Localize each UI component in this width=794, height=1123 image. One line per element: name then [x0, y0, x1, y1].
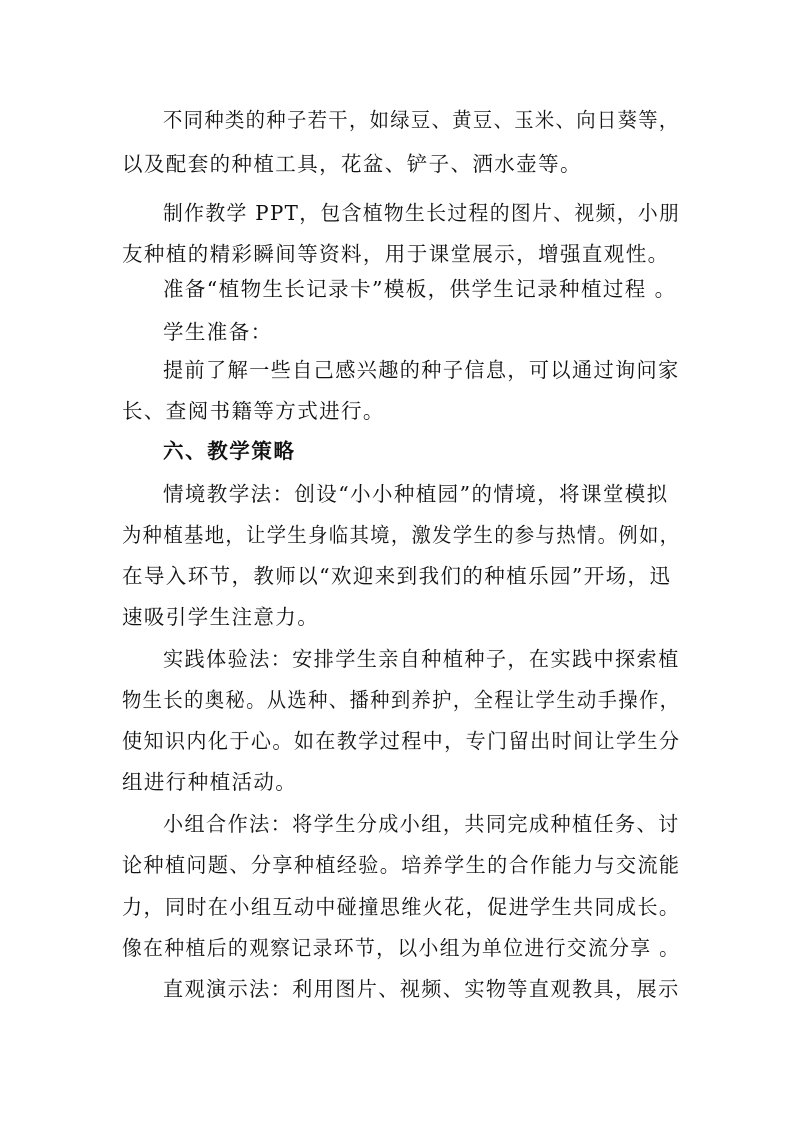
text-line: 制作教学 PPT，包含植物生长过程的图片、视频，小朋	[163, 201, 681, 225]
text-line: 论种植问题、分享种植经验。培养学生的合作能力与交流能	[122, 853, 681, 877]
text-line: 速吸引学生注意力。	[122, 605, 320, 629]
text-line: 友种植的精彩瞬间等资料，用于课堂展示，增强直观性。	[122, 242, 670, 266]
text-line: 不同种类的种子若干，如绿豆、黄豆、玉米、向日葵等，	[163, 108, 680, 132]
text-line: 组进行种植活动。	[122, 770, 298, 794]
text-line: 实践体验法：安排学生亲自种植种子，在实践中探索植	[163, 647, 680, 671]
text-line: 情境教学法：创设“小小种植园”的情境，将课堂模拟	[163, 482, 669, 506]
text-line: 长、查阅书籍等方式进行。	[122, 399, 385, 423]
section-label: 学生准备：	[163, 320, 273, 344]
text-line: 物生长的奥秘。从选种、播种到养护，全程让学生动手操作，	[122, 688, 681, 712]
text-line: 在导入环节，教师以“欢迎来到我们的种植乐园”开场，迅	[122, 564, 672, 588]
text-line: 直观演示法：利用图片、视频、实物等直观教具，展示	[163, 977, 680, 1001]
text-line: 以及配套的种植工具，花盆、铲子、洒水壶等。	[122, 152, 582, 176]
text-line: 力，同时在小组互动中碰撞思维火花，促进学生共同成长。	[122, 895, 681, 919]
text-line: 使知识内化于心。如在教学过程中，专门留出时间让学生分	[122, 729, 681, 753]
text-line: 准备“植物生长记录卡”模板，供学生记录种植过程 。	[163, 277, 677, 301]
text-line: 为种植基地，让学生身临其境，激发学生的参与热情。例如，	[122, 523, 681, 547]
text-line: 提前了解一些自己感兴趣的种子信息，可以通过询问家	[163, 358, 680, 382]
text-line: 小组合作法：将学生分成小组，共同完成种植任务、讨	[163, 812, 680, 836]
section-heading: 六、教学策略	[163, 439, 296, 463]
text-line: 像在种植后的观察记录环节，以小组为单位进行交流分享 。	[122, 936, 681, 960]
